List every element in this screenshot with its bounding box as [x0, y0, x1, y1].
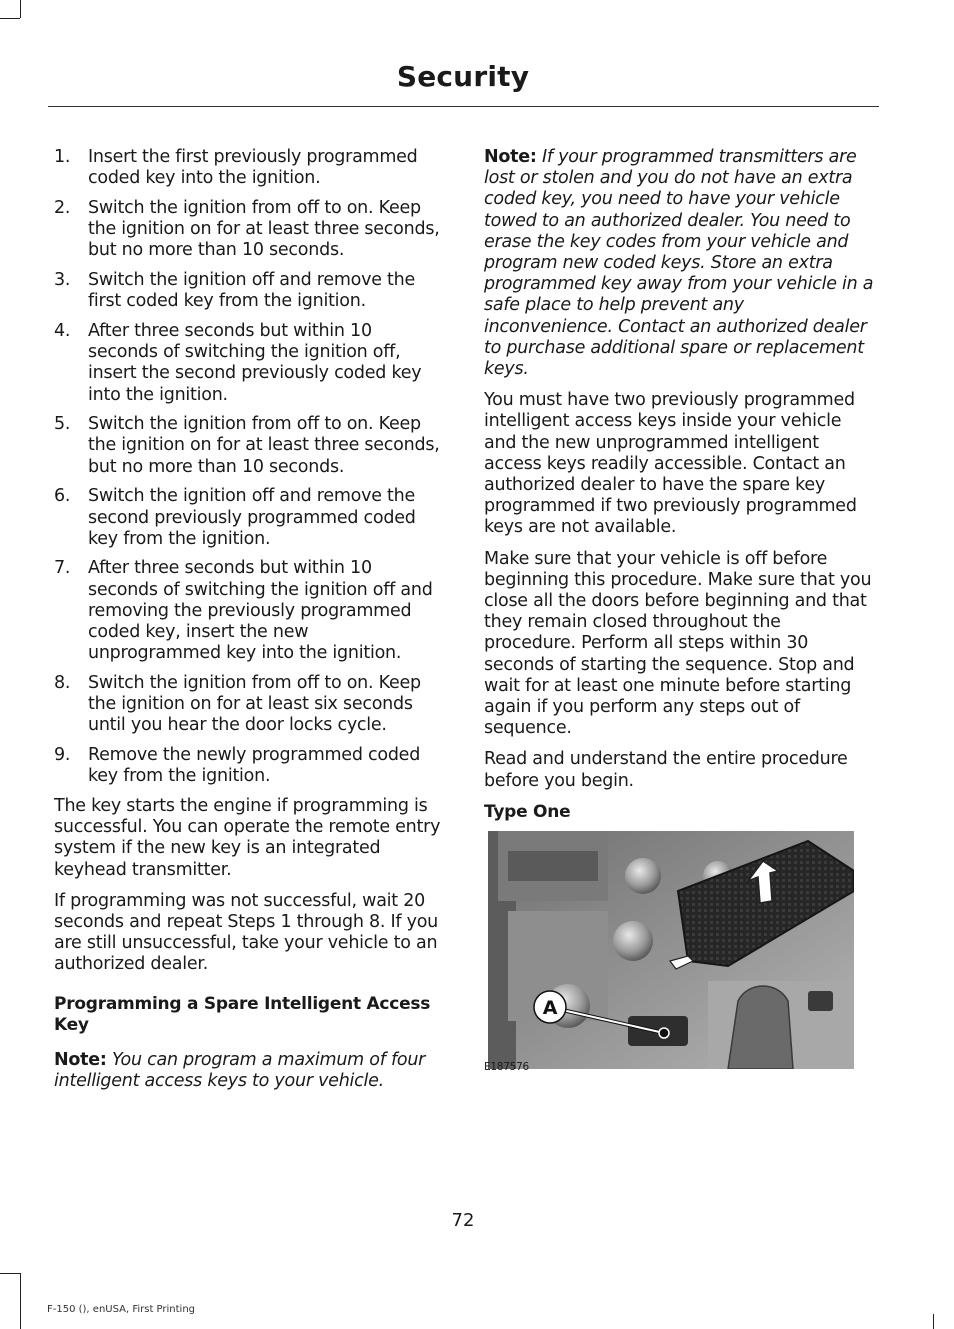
callout-label: A	[542, 997, 558, 1020]
section-heading: Programming a Spare Intelligent Access Key	[54, 993, 431, 1035]
step-item: 9. Remove the newly programmed coded key from the ignition.	[54, 745, 421, 787]
step-item: 6. Switch the ignition off and remove the second previously programmed coded key from the ignition.	[54, 486, 416, 549]
header-rule	[48, 106, 879, 107]
step-item: 4. After three seconds but within 10 seconds of switching the ignition off, insert the second previously coded key into the ignition.	[54, 320, 422, 405]
step-item: 5. Switch the ignition from off to on. Keep the ignition on for at least three seconds, but no more than 10 seconds.	[54, 414, 440, 477]
step-item: 1. Insert the first previously programmed coded key into the ignition.	[54, 147, 418, 189]
step-item: 3. Switch the ignition off and remove the first coded key from the ignition.	[54, 270, 416, 312]
page-title: Security	[396, 60, 530, 93]
body-paragraph: You must have two previously programmed intelligent access keys inside your vehicle and the new unprogrammed intelligent access keys readily accessible. Contact an authorized dealer to have the spare key programmed if two previously programmed keys are not available.	[484, 390, 857, 538]
programming-steps	[54, 147, 444, 787]
crop-mark	[20, 1273, 21, 1329]
step-item: 8. Switch the ignition from off to on. Keep the ignition on for at least six seconds until you hear the door locks cycle.	[54, 672, 421, 736]
body-paragraph: Read and understand the entire procedure before you begin.	[484, 749, 848, 791]
right-column	[484, 147, 874, 1078]
note-paragraph: Note: If your programmed transmitters are lost or stolen and you do not have an extra coded key, you need to have your vehicle towed to an authorized dealer. You need to erase the key codes from your vehicle and program new coded keys. Store an extra programmed key away from your vehicle in a safe place to help prevent any inconvenience. Contact an authorized dealer to purchase additional spare or replacement keys.	[484, 147, 874, 380]
step-item: 2. Switch the ignition from off to on. Keep the ignition on for at least three seconds, but no more than 10 seconds.	[54, 197, 440, 261]
step-item: 7. After three seconds but within 10 seconds of switching the ignition off and removing the previously programmed coded key, insert the new unprogrammed key into the ignition.	[54, 558, 433, 664]
subheading-type-one: Type One	[484, 801, 571, 822]
console-figure	[488, 831, 854, 1069]
crop-mark	[933, 1314, 934, 1329]
footer-text: F-150 (), enUSA, First Printing	[47, 1304, 196, 1315]
body-paragraph: If programming was not successful, wait 20 seconds and repeat Steps 1 through 8. If you are still unsuccessful, take your vehicle to an authorized dealer.	[54, 890, 439, 975]
page-number: 72	[451, 1210, 475, 1231]
body-paragraph: Make sure that your vehicle is off before beginning this procedure. Make sure that you close all the doors before beginning and that they remain closed throughout the procedure. Perform all steps within 30 seconds of starting the sequence. Stop and wait for at least one minute before starting again if you perform any steps out of sequence.	[484, 548, 872, 739]
crop-mark	[20, 0, 21, 18]
figure-code: E187576	[484, 1061, 529, 1074]
left-column	[54, 147, 444, 1102]
note-paragraph: Note: You can program a maximum of four intelligent access keys to your vehicle.	[54, 1049, 426, 1091]
body-paragraph: The key starts the engine if programming is successful. You can operate the remote entry system if the new key is an integrated keyhead transmitter.	[54, 795, 441, 880]
crop-mark	[0, 18, 20, 19]
console-illustration	[488, 831, 854, 1069]
crop-mark	[0, 1273, 20, 1274]
